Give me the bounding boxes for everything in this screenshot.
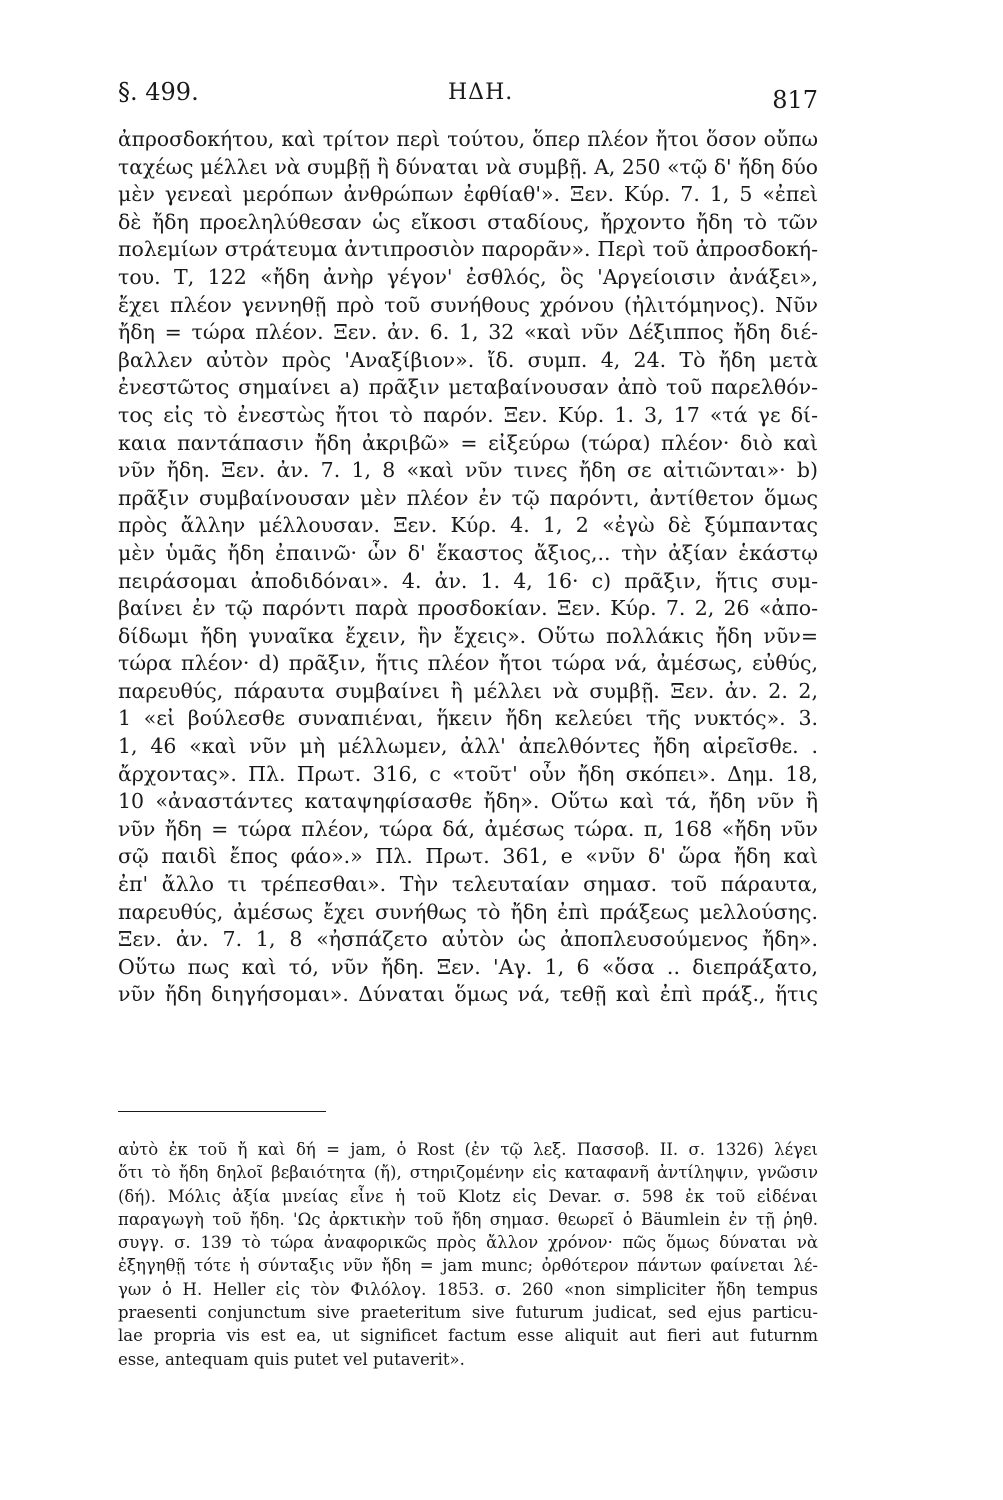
text-line: παρευθύς, πάραυτα συμβαίνει ἢ μέλλει νὰ συμβῇ. Ξεν. ἀν. 2. 2, xyxy=(118,678,818,703)
text-line: ἔχει πλέον γεννηθῇ πρὸ τοῦ συνήθους χρόνου (ἠλιτόμηνος). Νῦν xyxy=(118,292,818,317)
text-line: πολεμίων στράτευμα ἀντιπροσιὸν παρορᾶν». Περὶ τοῦ ἀπροσδοκή- xyxy=(118,237,818,262)
text-line: τώρα πλέον· d) πρᾶξιν, ἥτις πλέον ἤτοι τώρα νά, ἀμέσως, εὐθύς, xyxy=(118,651,818,676)
footnote-line: lae propria vis est ea, ut significet factum esse aliquit aut fieri aut futurnm xyxy=(118,1326,818,1346)
text-line: βαίνει ἐν τῷ παρόντι παρὰ προσδοκίαν. Ξεν. Κύρ. 7. 2, 26 «ἀπο- xyxy=(118,596,818,621)
text-line: σῷ παιδὶ ἔπος φάο».» Πλ. Πρωτ. 361, e «νῦν δ' ὥρα ἤδη καὶ xyxy=(118,844,818,869)
footnote-line: praesenti conjunctum sive praeteritum sive futurum judicat, sed ejus particu- xyxy=(118,1303,818,1323)
text-line: 10 «ἀναστάντες καταψηφίσασθε ἤδη». Οὕτω καὶ τά, ἤδη νῦν ἢ xyxy=(118,789,818,814)
footnote-line: παραγωγὴ τοῦ ἤδη. 'Ως ἀρκτικὴν τοῦ ἤδη σημασ. θεωρεῖ ὁ Bäumlein ἐν τῇ ῥηθ. xyxy=(118,1209,818,1229)
footnote-line: γων ὁ H. Heller εἰς τὸν Φιλόλογ. 1853. σ. 260 «non simpliciter ἤδη tempus xyxy=(118,1279,818,1299)
text-line: 1, 46 «καὶ νῦν μὴ μέλλωμεν, ἀλλ' ἀπελθόντες ἤδη αἱρεῖσθε. . xyxy=(118,734,818,759)
footnote-line: (δή). Μόλις ἀξία μνείας εἶνε ἡ τοῦ Klotz εἰς Devar. σ. 598 ἐκ τοῦ εἰδέναι xyxy=(118,1186,818,1206)
text-line: παρευθύς, ἀμέσως ἔχει συνήθως τὸ ἤδη ἐπὶ πράξεως μελλούσης. xyxy=(118,899,818,924)
text-line: πειράσομαι ἀποδιδόναι». 4. ἀν. 1. 4, 16· c) πρᾶξιν, ἥτις συμ- xyxy=(118,568,818,593)
footnote-rule xyxy=(118,1111,326,1112)
text-line: νῦν ἤδη = τώρα πλέον, τώρα δά, ἀμέσως τώρα. π, 168 «ἤδη νῦν xyxy=(118,816,818,841)
text-line: βαλλεν αὐτὸν πρὸς 'Αναξίβιον». ἴδ. συμπ. 4, 24. Τὸ ἤδη μετὰ xyxy=(118,347,818,372)
text-line: ταχέως μέλλει νὰ συμβῇ ἢ δύναται νὰ συμβῇ. Α, 250 «τῷ δ' ἤδη δύο xyxy=(118,154,818,179)
section-number: §. 499. xyxy=(118,78,199,106)
text-line: δίδωμι ἤδη γυναῖκα ἔχειν, ἣν ἔχεις». Οὕτω πολλάκις ἤδη νῦν= xyxy=(118,623,818,648)
footnote xyxy=(118,1138,818,1371)
footnote-line: συγγ. σ. 139 τὸ τώρα ἀναφορικῶς πρὸς ἄλλον χρόνον· πῶς ὅμως δύναται νὰ xyxy=(118,1233,818,1253)
text-line: πρὸς ἄλλην μέλλουσαν. Ξεν. Κύρ. 4. 1, 2 «ἐγὼ δὲ ξύμπαντας xyxy=(118,513,818,538)
text-line: πρᾶξιν συμβαίνουσαν μὲν πλέον ἐν τῷ παρόντι, ἀντίθετον ὅμως xyxy=(118,485,818,510)
page-header xyxy=(118,78,818,118)
text-line: 1 «εἰ βούλεσθε συναπιέναι, ἥκειν ἤδη κελεύει τῆς νυκτός». 3. xyxy=(118,706,818,731)
text-line: ἐπ' ἄλλο τι τρέπεσθαι». Τὴν τελευταίαν σημασ. τοῦ πάραυτα, xyxy=(118,872,818,897)
text-line: ἐνεστῶτος σημαίνει a) πρᾶξιν μεταβαίνουσαν ἀπὸ τοῦ παρελθόν- xyxy=(118,375,818,400)
running-title: ΗΔΗ. xyxy=(448,80,514,105)
text-line: νῦν ἤδη. Ξεν. ἀν. 7. 1, 8 «καὶ νῦν τινες ἤδη σε αἰτιῶνται»· b) xyxy=(118,458,818,483)
main-text xyxy=(118,126,818,1009)
text-line: ἄρχοντας». Πλ. Πρωτ. 316, c «τοῦτ' οὖν ἤδη σκόπει». Δημ. 18, xyxy=(118,761,818,786)
text-line: μὲν ὑμᾶς ἤδη ἐπαινῶ· ὧν δ' ἕκαστος ἄξιος,.. τὴν ἀξίαν ἑκάστῳ xyxy=(118,540,818,565)
page-number: 817 xyxy=(772,86,818,114)
text-line: ἀπροσδοκήτου, καὶ τρίτον περὶ τούτου, ὅπερ πλέον ἤτοι ὅσον οὔπω xyxy=(118,127,818,151)
text-line: του. Τ, 122 «ἤδη ἀνὴρ γέγον' ἐσθλός, ὃς 'Αργείοισιν ἀνάξει», xyxy=(118,264,818,289)
footnote-line: esse, antequam quis putet vel putaverit». xyxy=(118,1349,465,1369)
footnote-line: ἐξηγηθῇ τότε ἡ σύνταξις νῦν ἤδη = jam munc; ὀρθότερον πάντων φαίνεται λέ- xyxy=(118,1256,818,1276)
text-line: δὲ ἤδη προεληλύθεσαν ὡς εἴκοσι σταδίους, ἤρχοντο ἤδη τὸ τῶν xyxy=(118,209,818,234)
text-line: νῦν ἤδη διηγήσομαι». Δύναται ὅμως νά, τεθῇ καὶ ἐπὶ πράξ., ἥτις xyxy=(118,982,818,1007)
text-line: τος εἰς τὸ ἐνεστὼς ἤτοι τὸ παρόν. Ξεν. Κύρ. 1. 3, 17 «τά γε δί- xyxy=(118,402,818,427)
text-line: ἤδη = τώρα πλέον. Ξεν. ἀν. 6. 1, 32 «καὶ νῦν Δέξιππος ἤδη διέ- xyxy=(118,320,818,345)
text-line: μὲν γενεαὶ μερόπων ἀνθρώπων ἐφθίαθ'». Ξεν. Κύρ. 7. 1, 5 «ἐπεὶ xyxy=(118,182,818,207)
footnote-line: ὅτι τὸ ἤδη δηλοῖ βεβαιότητα (ἤ), στηριζομένην εἰς καταφανῆ ἀντίληψιν, γνῶσιν xyxy=(118,1163,818,1183)
text-line: Οὕτω πως καὶ τό, νῦν ἤδη. Ξεν. 'Αγ. 1, 6 «ὅσα .. διεπράξατο, xyxy=(118,954,818,979)
footnote-line: αὐτὸ ἐκ τοῦ ἤ καὶ δή = jam, ὁ Rost (ἐν τῷ λεξ. Πασσοβ. II. σ. 1326) λέγει xyxy=(118,1140,818,1159)
text-line: καια παντάπασιν ἤδη ἀκριβῶ» = εἰξεύρω (τώρα) πλέον· διὸ καὶ xyxy=(118,430,818,455)
text-line: Ξεν. ἀν. 7. 1, 8 «ἠσπάζετο αὐτὸν ὡς ἀποπλευσούμενος ἤδη». xyxy=(118,927,818,952)
